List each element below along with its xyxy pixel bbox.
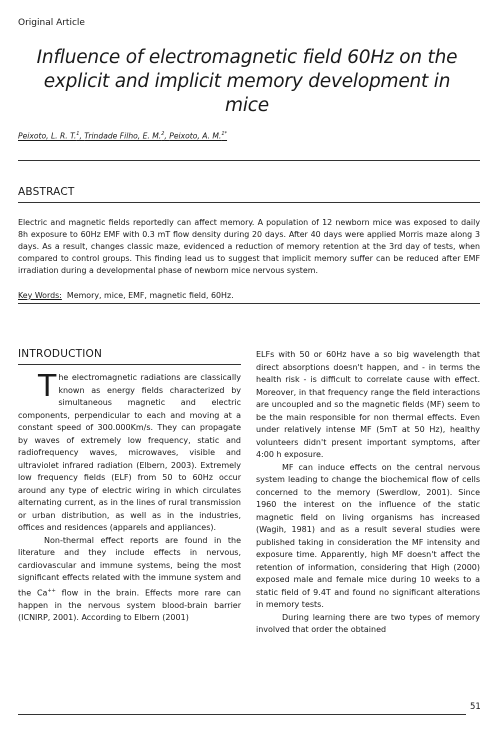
keywords-label: Key Words: — [18, 291, 62, 300]
introduction-heading: INTRODUCTION — [18, 348, 103, 360]
paragraph: ELFs with 50 or 60Hz have a so big wavelength that direct absorptions doesn't happen, and - in terms the health risk - is difficult to correlate cause with effect. Moreover, in that frequency range the field interactions are uncoupled and so the magnetic fields (MF) seem to be the main responsible for non thermal effects. Even under relatively intense MF (5mT at 50 Hz), healthy volunteers didn't present important symptoms, after 4:00 h exposure. — [256, 350, 480, 459]
author-line: Peixoto, L. R. T.$^1$, Trindade Filho, E. M.$^2$, Peixoto, A. M.$^{1*}$ — [18, 131, 228, 141]
author-affiliation: 1 — [76, 131, 80, 137]
paragraph: During learning there are two types of memory involved that order the obtained — [256, 612, 480, 634]
abstract-divider — [18, 202, 480, 203]
article-type-label: Original Article — [18, 18, 85, 28]
left-column — [18, 369, 241, 625]
author-affiliation: 2 — [161, 131, 165, 137]
keywords-divider — [18, 303, 480, 304]
header-divider — [18, 160, 480, 161]
author-name: Peixoto, A. M. — [169, 131, 222, 141]
drop-cap: T — [38, 369, 57, 404]
paragraph-text: he electromagnetic radiations are classically known as energy fields characterized by simultaneous magnetic and electric components, perpendicular to each and moving at a constant speed of 300.000Km/s. They can propagate by waves of extremely low frequency, static and radiofrequency waves, microwaves, visible and ultraviolet infrared radiation (Elbern, 2003). Extremely low frequency fields (ELF) from 50 to 60Hz occur around any type of electric wiring in which circulates alternating current, as in the lines of rural transmission or urban distribution, as well as in the industries, offices and residences (apparels and appliances). — [18, 373, 241, 532]
author-affiliation: 1* — [221, 131, 228, 137]
article-title: Influence of electromagnetic field 60Hz on the explicit and implicit memory development in mice — [36, 47, 458, 116]
footer-divider — [18, 714, 466, 715]
paragraph-text: Non-thermal effect reports are found in the literature and they include effects in nervous, cardiovascular and immune systems, being the most significant effects related with the immune system and the Ca — [18, 535, 241, 598]
author-name: Peixoto, L. R. T. — [18, 131, 77, 141]
page-number: 51 — [470, 702, 481, 712]
superscript: ++ — [47, 587, 56, 594]
paragraph — [18, 535, 241, 625]
introduction-divider — [18, 364, 241, 365]
right-column — [256, 349, 480, 637]
keywords-text: Memory, mice, EMF, magnetic field, 60Hz. — [66, 291, 234, 300]
paragraph — [18, 369, 241, 535]
paragraph-text: flow in the brain. Effects more rare can happen in the nervous system blood-brain barrier (ICNIRP, 2001). According to Elbern (2001) — [18, 588, 241, 623]
author-name: Trindade Filho, E. M. — [84, 131, 162, 141]
abstract-heading: ABSTRACT — [18, 186, 75, 198]
paragraph: MF can induce effects on the central nervous system leading to change the biochemical flow of cells concerned to the memory (Swerdlow, 2001). Since 1960 the interest on the influence of the static magnetic field on living organisms has increased (Wagih, 1981) and as a result several studies were published taking in consideration the MF intensity and exposure time. Apparently, high MF doesn't affect the retention of information, considering that High (2000) exposed male and female mice during 10 weeks to a static field of 9.4T and found no significant alterations in memory tests. — [256, 462, 480, 609]
keywords-line — [18, 291, 234, 300]
abstract-text: Electric and magnetic fields reportedly can affect memory. A population of 12 newborn mice was exposed to daily 8h exposure to 60Hz EMF with 0.3 mT flow density during 20 days. After 40 days were applied Morris maze along 3 days. As a result, changes classic maze, evidenced a reduction of memory retention at the 3rd day of tests, when compared to control groups. This finding lead us to suggest that implicit memory suffer can be reduced after EMF irradiation during a developmental phase of newborn mice nervous system. — [18, 218, 480, 275]
